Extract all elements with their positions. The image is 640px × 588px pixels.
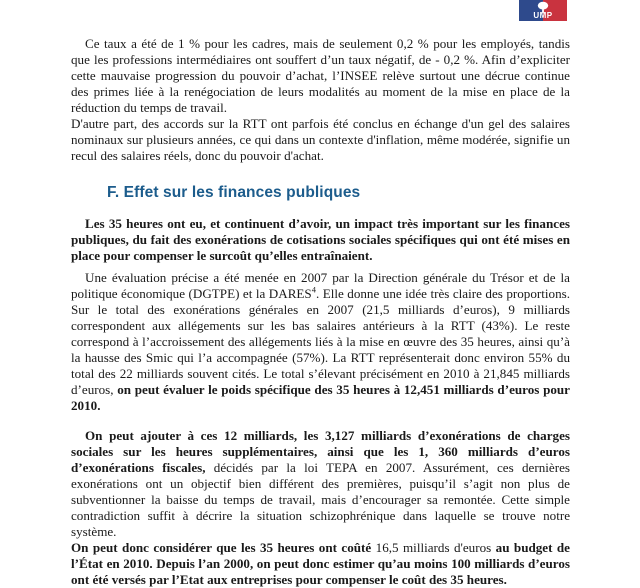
paragraph-text-body: . Elle donne une idée très claire des proportions. Sur le total des exonérations générales en 2007 (21,5 milliards d’euros), 9 milliards correspondent aux allégements sur les bas salaires antérieurs à la RTT (43%). Le reste correspond à l’accroissement des allégements liés à la mise en œuvre des 35 heures, ainsi qu’à la hausse des Smic qui l’a accompagnée (57%). La RTT représenterait donc environ 55% du total des 22 milliards souvent cités. Le total s’élevant précisément en 2010 à 21,845 milliards d’euros, xyxy=(71,286,570,397)
footnote-marker[interactable]: 4 xyxy=(311,284,316,295)
paragraph-evaluation-dgtpe-dares xyxy=(71,270,570,414)
spacer xyxy=(71,164,570,184)
paragraph-text: Ce taux a été de 1 % pour les cadres, mais de seulement 0,2 % pour les employés, tandis que les professions intermédiaires ont souffert d’un taux négatif, de - 0,2 %. Afin d’expliciter cette mauvaise progression du pouvoir d’achat, l’INSEE relève surtout une décrue continue des primes liée à la renégociation de leurs modalités au moment de la mise en place de la réduction du temps de travail. xyxy=(71,36,570,115)
ump-logo xyxy=(519,0,567,21)
paragraph-impact-finances xyxy=(71,216,570,264)
logo-wordmark: UMP xyxy=(533,11,553,20)
page-header xyxy=(0,0,640,30)
paragraph-accords-rtt xyxy=(71,116,570,164)
paragraph-exonerations-tepa xyxy=(71,428,570,540)
document-body xyxy=(71,36,570,588)
paragraph-taux-cadres xyxy=(71,36,570,116)
paragraph-text-bold-tail: au budget de l’État en 2010. Depuis l’an 2000, on peut donc estimer qu’au moins 100 milliards d’euros ont été versés par l’Etat aux entreprises pour compenser le coût des 35 heures. xyxy=(71,540,570,587)
paragraph-text-bold: Les 35 heures ont eu, et continuent d’avoir, un impact très important sur les finances publiques, du fait des exonérations de cotisations sociales spécifiques qui ont été mises en place pour compenser le surcoût qu’elles entraînaient. xyxy=(71,216,570,263)
paragraph-text-bold: on peut évaluer le poids spécifique des 35 heures à 12,451 milliards d’euros pour 2010. xyxy=(71,382,570,413)
paragraph-text-regular: 16,5 milliards d'euros xyxy=(375,540,492,555)
spacer xyxy=(71,202,570,216)
paragraph-text-bold-lead: On peut donc considérer que les 35 heures ont coûté xyxy=(71,540,376,555)
paragraph-text-bold: On peut ajouter à ces 12 milliards, les 3,127 milliards d’exonérations de charges sociales sur les heures supplémentaires, ainsi que les 1, 360 milliards d’euros d’exonérations fiscales, xyxy=(71,428,570,475)
paragraph-text-lead: Une évaluation précise a été menée en 2007 par la Direction générale du Trésor et de la politique économique (DGTPE) et la DARES xyxy=(71,270,570,301)
paragraph-text-body: décidés par la loi TEPA en 2007. Assurément, ces dernières exonérations ont un objectif bien différent des premières, puisqu’il s’agit non plus de subventionner la baisse du temps de travail, mais d’encourager sa remontée. Cette simple contradiction suffit à décrire la situation schizophrénique dans laquelle se trouve notre système. xyxy=(71,460,570,539)
spacer xyxy=(71,414,570,428)
section-heading-finances-publiques: F. Effet sur les finances publiques xyxy=(107,184,361,201)
paragraph-text: D'autre part, des accords sur la RTT ont parfois été conclus en échange d'un gel des salaires nominaux sur plusieurs années, ce qui dans un contexte d'inflation, même modérée, signifie un recul des salaires réels, donc du pouvoir d'achat. xyxy=(71,116,570,163)
